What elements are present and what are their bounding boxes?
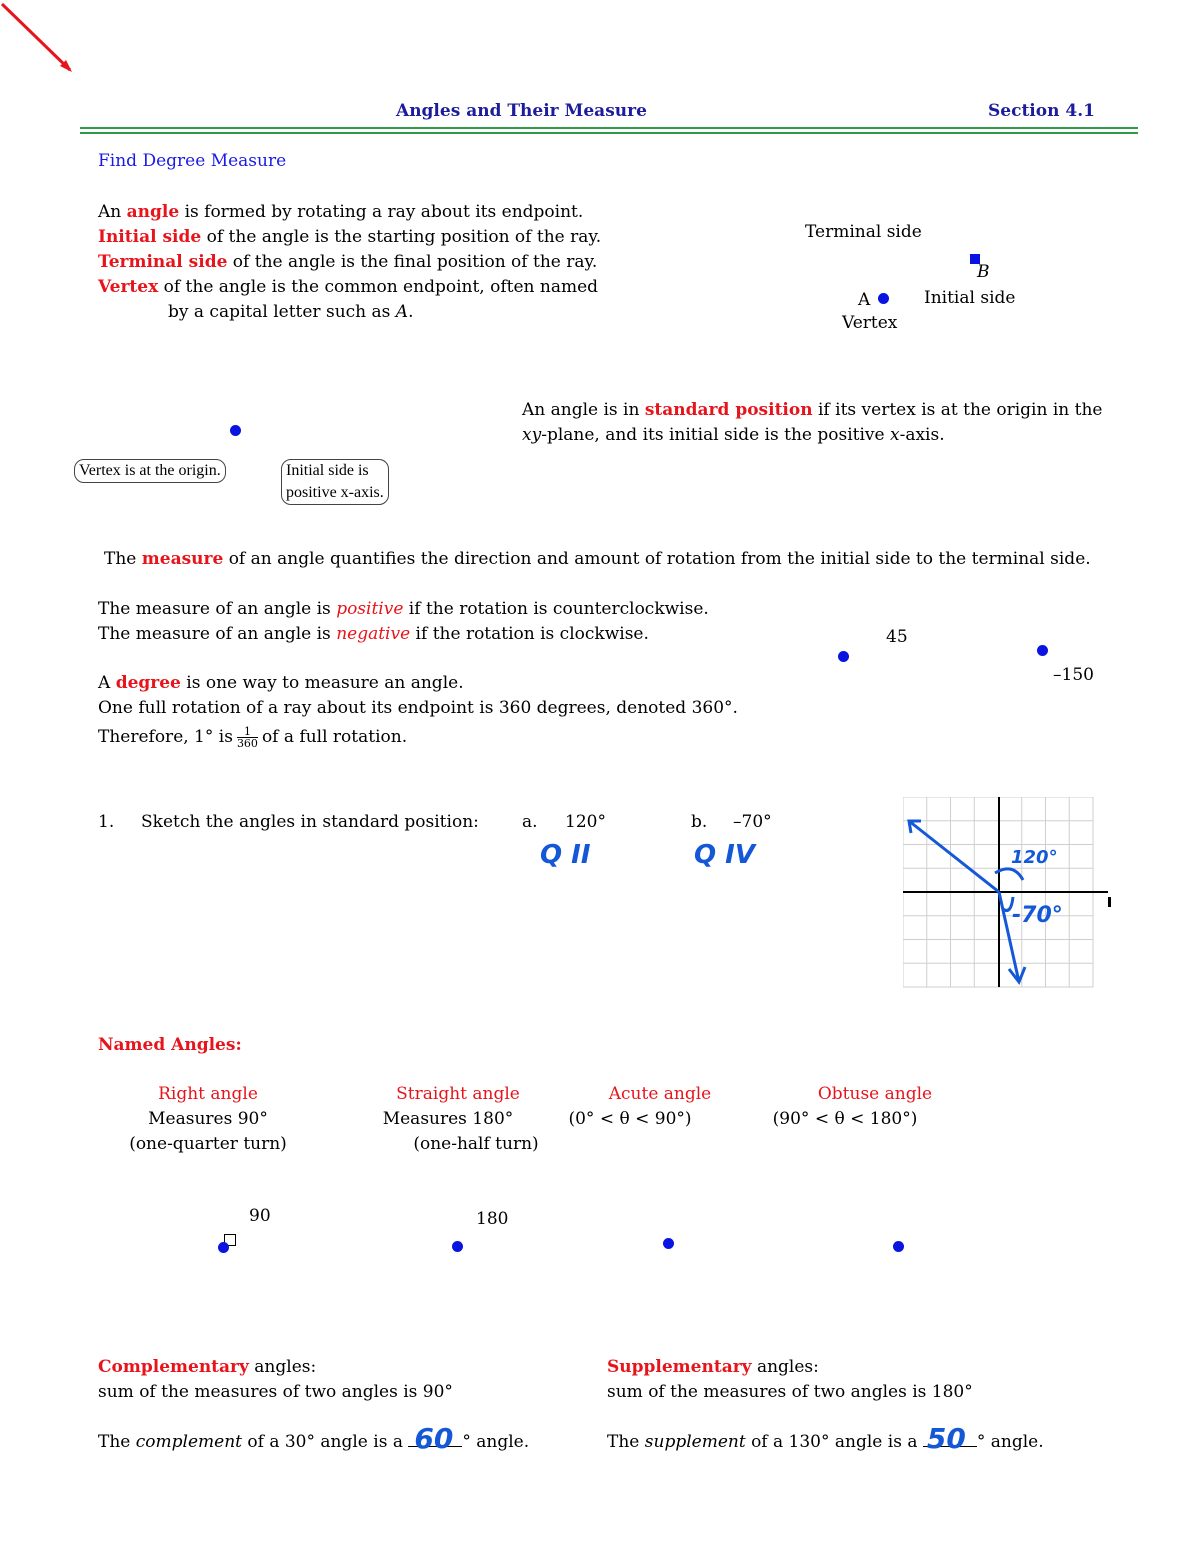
straight-angle-turn: (one-half turn) [413,1134,539,1154]
topic-heading: Find Degree Measure [98,151,287,171]
angle-45-label: 45 [886,627,908,647]
standard-position-line1: An angle is in standard position if its vertex is at the origin in the [522,400,1103,420]
terminal-side-definition: Terminal side of the angle is the final position of the ray. [98,252,598,272]
positive-rule: The measure of an angle is positive if the rotation is counterclockwise. [98,599,709,619]
right-angle-card [108,1082,308,1157]
vertex-dot [878,293,889,304]
initial-side-label: Initial side [924,288,1016,308]
complementary-question: The complement of a 30° angle is a 60 ° angle. [98,1422,530,1455]
measure-definition: The measure of an angle quantifies the direction and amount of rotation from the initial side to the terminal side. [104,549,1091,569]
obtuse-angle-name: Obtuse angle [817,1084,933,1104]
angle-neg150-label: –150 [1053,665,1094,685]
supplementary-definition: sum of the measures of two angles is 180° [607,1382,973,1402]
callout-initial-line2: positive x-axis. [286,484,384,501]
definitions-block [98,200,601,325]
measure-sign-block [98,597,709,647]
full-rotation-line: One full rotation of a ray about its endpoint is 360 degrees, denoted 360°. [98,698,738,718]
part-b-value: –70° [733,812,772,832]
complement-answer: 60 [414,1422,454,1455]
right-angle-name: Right angle [158,1084,258,1104]
part-a-value: 120° [565,812,606,832]
right-angle-turn: (one-quarter turn) [129,1134,287,1154]
obtuse-angle-vertex [893,1241,904,1252]
handwritten-120-label: 120° [1011,847,1058,868]
right-angle-90-label: 90 [249,1206,271,1226]
straight-angle-measure: Measures 180° [382,1109,514,1129]
degree-definition: A degree is one way to measure an angle. [98,673,464,693]
supplementary-question: The supplement of a 130° angle is a 50 ° angle. [607,1422,1044,1455]
straight-angle-name: Straight angle [396,1084,520,1104]
acute-angle-vertex [663,1238,674,1249]
straight-angle-180-label: 180 [476,1209,509,1229]
acute-angle-name: Acute angle [608,1084,712,1104]
standard-position-line2: xy-plane, and its initial side is the positive x-axis. [522,425,945,445]
standard-position-text [522,398,1102,448]
annotation-arrow [0,0,80,80]
named-angles-heading: Named Angles: [98,1035,242,1055]
handwritten-quadrant-a: Q II [540,840,591,870]
right-angle-vertex [218,1242,229,1253]
point-b-label: B [977,262,990,282]
degree-block [98,671,738,750]
point-a-label: A [858,290,871,310]
part-a-label: a. [522,812,538,832]
complementary-definition: sum of the measures of two angles is 90° [98,1382,453,1402]
handwritten-neg70-label: -70° [1012,903,1063,928]
vertex-label: Vertex [842,313,898,333]
callout-vertex-origin: Vertex is at the origin. [74,459,226,483]
initial-side-definition: Initial side of the angle is the starting position of the ray. [98,227,602,247]
right-angle-measure: Measures 90° [148,1109,268,1129]
angle-neg150-vertex [1037,645,1048,656]
terminal-side-label: Terminal side [805,222,922,242]
header-rule-top [80,127,1138,129]
ray-120 [909,821,999,892]
acute-angle-range: (0° < θ < 90°) [568,1109,692,1129]
origin-dot [230,425,241,436]
supplementary-block [607,1355,1044,1455]
supplement-answer-blank[interactable] [923,1422,977,1455]
part-b-label: b. [691,812,708,832]
supplementary-heading: Supplementary angles: [607,1357,819,1377]
fraction-1-360: $\frac{1}{360}$ [236,725,258,750]
vertex-definition-cont: by a capital letter such as A. [168,302,414,322]
callout-initial-line1: Initial side is [286,462,369,479]
handwritten-quadrant-b: Q IV [694,840,755,870]
one-degree-line: Therefore, 1° is $\frac{1}{360}$ of a full rotation. [98,725,408,750]
angle-45-vertex [838,651,849,662]
coordinate-grid-sketch [903,797,1118,997]
angle-definition: An angle is formed by rotating a ray about its endpoint. [98,202,584,222]
exercise-number: 1. [98,812,115,832]
exercise-prompt: Sketch the angles in standard position: [141,812,479,832]
page-title: Angles and Their Measure [396,101,647,121]
obtuse-angle-card [770,1082,980,1132]
vertex-definition: Vertex of the angle is the common endpoint, often named [98,277,599,297]
supplement-answer: 50 [926,1422,966,1455]
section-label: Section 4.1 [988,101,1095,121]
complementary-heading: Complementary angles: [98,1357,317,1377]
complementary-block [98,1355,529,1455]
callout-initial-side [281,459,389,505]
negative-rule: The measure of an angle is negative if the rotation is clockwise. [98,624,649,644]
obtuse-angle-range: (90° < θ < 180°) [772,1109,918,1129]
complement-answer-blank[interactable] [408,1422,462,1455]
header-rule-bottom [80,132,1138,134]
straight-angle-vertex [452,1241,463,1252]
